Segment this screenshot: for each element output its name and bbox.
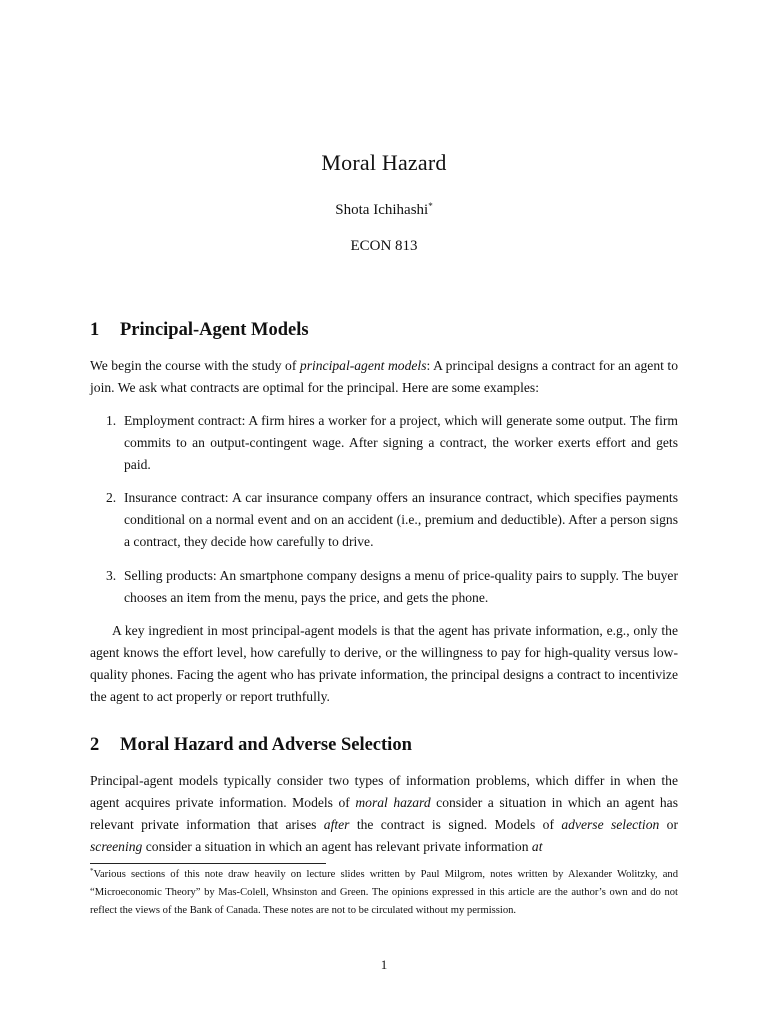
section-2-text-e: consider a situation in which an agent has relevant private information: [142, 839, 532, 854]
section-1-intro-text-a: We begin the course with the study of: [90, 358, 300, 373]
section-2-emphasis-adverse-selection: adverse selection: [561, 817, 660, 832]
list-marker: 2.: [106, 490, 117, 505]
section-2-emphasis-at: at: [531, 839, 543, 854]
footnote-text: Various sections of this note draw heavily on lecture slides written by Paul Milgrom, notes written by Alexander Wolitzky, and “Microeconomic Theory” by Mas-Colell, Whsinston and Green. The opinions expressed in this article are the author’s own and do not reflect the views of the Bank of Canada. These notes are not to be circulated without my permission.: [90, 869, 678, 916]
section-1-intro-text-b: : A principal designs a contract for an agent to join. We ask what contracts are optimal for the principal. Here are some examples:: [90, 358, 679, 395]
section-1-intro-emphasis: principal-agent models: [299, 358, 427, 373]
section-2-paragraph: [90, 770, 678, 858]
list-item: [106, 410, 678, 476]
document-title: Moral Hazard: [321, 150, 447, 175]
footnote-divider: [90, 863, 326, 864]
section-2-title: Moral Hazard and Adverse Selection: [120, 735, 412, 755]
list-marker: 1.: [106, 413, 117, 428]
section-1-closing-paragraph: A key ingredient in most principal-agent models is that the agent has private information, e.g., only the agent knows the effort level, how carefully to derive, or the willingness to pay for high-quality versus low-quality phones. Facing the agent who has private information, the principal designs a contract to incentivize the agent to act properly or report truthfully.: [90, 623, 678, 704]
list-item: [106, 487, 678, 553]
section-2-text-c: the contract is signed. Models of: [349, 817, 562, 832]
section-2-text-b: consider a situation in which an agent has relevant private information that arises: [90, 795, 679, 832]
footnote: [90, 866, 678, 920]
section-2-heading: [90, 734, 412, 756]
section-2-emphasis-after: after: [323, 817, 350, 832]
section-2-number: 2: [90, 735, 100, 755]
list-item-text: Selling products: An smartphone company designs a menu of price-quality pairs to supply. The buyer chooses an item from the menu, pays the price, and gets the phone.: [124, 568, 678, 605]
footnote-mark: *: [90, 867, 94, 875]
section-1-title: Principal-Agent Models: [120, 320, 309, 340]
section-2-emphasis-screening: screening: [90, 839, 143, 854]
page-number: 1: [380, 957, 388, 972]
section-2-text-a: Principal-agent models typically consider two types of information problems, which differ in when the agent acquires private information. Models of: [90, 773, 678, 810]
list-item: [106, 565, 678, 609]
author-footnote-mark: *: [428, 201, 433, 211]
section-2-text-d: or: [659, 817, 678, 832]
section-1-heading: [90, 319, 309, 341]
section-1-number: 1: [90, 320, 100, 340]
list-item-text: Insurance contract: A car insurance company offers an insurance contract, which specifies payments conditional on a normal event and on an accident (i.e., premium and deductible). After a person signs a contract, they decide how carefully to drive.: [124, 490, 678, 549]
author-line: [0, 201, 768, 219]
section-2-emphasis-moral-hazard: moral hazard: [355, 795, 431, 810]
course-code: ECON 813: [350, 238, 418, 254]
list-item-text: Employment contract: A firm hires a worker for a project, which will generate some output. The firm commits to an output-contingent wage. After signing a contract, the worker exerts effort and gets paid.: [124, 413, 678, 472]
section-1-intro: [90, 355, 678, 399]
list-marker: 3.: [106, 568, 117, 583]
author-name: Shota Ichihashi: [335, 202, 429, 218]
